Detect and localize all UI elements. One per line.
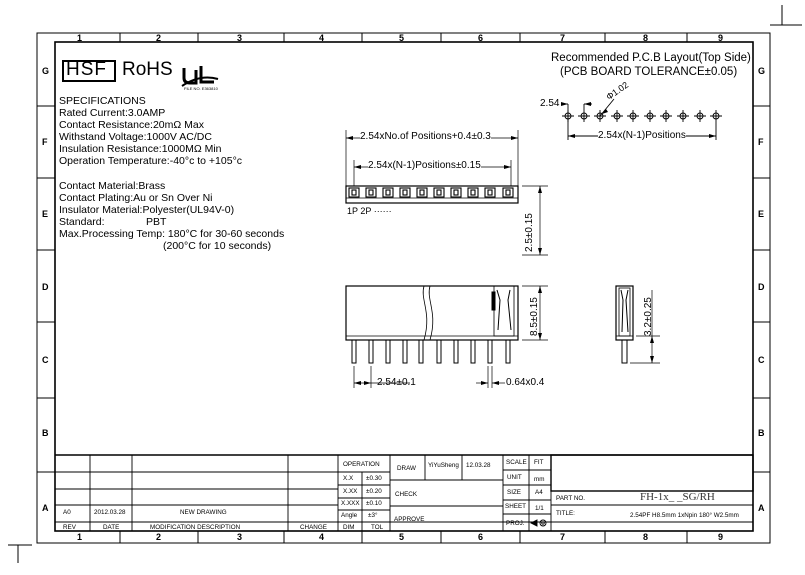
tb-proj: PROJ. xyxy=(506,520,525,527)
row-label: E xyxy=(42,209,49,219)
tb-size: SIZE xyxy=(507,489,521,496)
col-label: 7 xyxy=(560,532,566,542)
dim-pin-size: 0.64x0.4 xyxy=(506,377,545,388)
col-label: 8 xyxy=(643,532,649,542)
tb-scale: SCALE xyxy=(506,459,527,466)
tb-hdr-rev: REV xyxy=(63,524,76,531)
tb-check: CHECK xyxy=(395,491,418,498)
row-label: E xyxy=(758,209,765,219)
tb-scale-val: FIT xyxy=(534,459,544,466)
tb-sheet: SHEET xyxy=(505,503,526,510)
connector-side-view xyxy=(346,286,548,388)
col-label: 9 xyxy=(718,532,724,542)
tb-rev-date: 2012.03.28 xyxy=(94,509,126,516)
row-label: F xyxy=(42,137,48,147)
col-label: 4 xyxy=(319,532,325,542)
spec-line: Withstand Voltage:1000V AC/DC xyxy=(59,131,212,143)
row-label: B xyxy=(758,428,765,438)
pcb-tolerance: (PCB BOARD TOLERANCE±0.05) xyxy=(560,66,738,78)
ul-file-no: FILE NO. E363810 xyxy=(184,86,218,91)
spec-standard-value: PBT xyxy=(146,216,167,228)
row-label: B xyxy=(42,428,49,438)
col-label: 3 xyxy=(237,532,243,542)
tb-unit-val: mm xyxy=(534,476,545,483)
row-label: C xyxy=(42,355,49,365)
tb-dim: X.XXX xyxy=(341,500,360,507)
tb-hdr-change: CHANGE xyxy=(300,524,327,531)
col-label: 1 xyxy=(77,532,83,542)
tb-operation: OPERATION xyxy=(343,461,380,468)
spec-line: Contact Material:Brass xyxy=(59,180,166,192)
dim-pcb-positions: 2.54x(N-1)Positions xyxy=(598,130,686,141)
tb-title-label: TITLE: xyxy=(556,510,575,517)
tb-unit: UNIT xyxy=(507,474,522,481)
spec-line: Rated Current:3.0AMP xyxy=(59,107,166,119)
ul-logo xyxy=(182,66,218,86)
tb-rev-desc: NEW DRAWING xyxy=(180,509,227,516)
dim-pcb-pitch: 2.54 xyxy=(540,98,560,109)
tb-dim: Angle xyxy=(341,512,358,519)
specs-heading: SPECIFICATIONS xyxy=(59,95,146,107)
tb-tol: ±3° xyxy=(368,512,378,519)
tb-part-no: FH-1x_ _SG/RH xyxy=(640,491,715,503)
tb-dim-hdr: DIM xyxy=(343,524,355,531)
projection-symbol xyxy=(531,520,546,526)
dim-height-top: 2.5±0.15 xyxy=(524,213,535,252)
col-label: 2 xyxy=(156,33,162,43)
col-label: 9 xyxy=(718,33,724,43)
col-label: 1 xyxy=(77,33,83,43)
pin-labels: 1P 2P ······ xyxy=(347,206,392,216)
dim-body-height: 8.5±0.15 xyxy=(529,297,540,336)
row-label: G xyxy=(758,66,766,76)
rohs-logo: RoHS xyxy=(122,59,173,80)
row-label: A xyxy=(42,503,49,513)
col-label: 6 xyxy=(478,532,484,542)
spec-line: Insulator Material:Polyester(UL94V-0) xyxy=(59,204,235,216)
tb-size-val: A4 xyxy=(535,489,543,496)
spec-line: Contact Resistance:20mΩ Max xyxy=(59,119,204,131)
dim-overall: 2.54xNo.of Positions+0.4±0.3 xyxy=(360,131,491,142)
dim-positions: 2.54x(N-1)Positions±0.15 xyxy=(368,160,481,171)
tb-part-no-label: PART NO. xyxy=(556,495,586,502)
row-label: D xyxy=(42,282,49,292)
row-label: G xyxy=(42,66,50,76)
dim-pcb-hole: Φ1.02 xyxy=(604,79,631,102)
hsf-logo: HSF xyxy=(66,59,107,80)
row-label: C xyxy=(758,355,765,365)
tb-draw: DRAW xyxy=(397,465,417,472)
connector-top-view xyxy=(346,130,548,255)
tb-dim: X.X xyxy=(343,475,354,482)
col-label: 3 xyxy=(237,33,243,43)
tb-sheet-val: 1/1 xyxy=(535,505,544,512)
spec-processing: Max.Processing Temp: 180°C for 30-60 seconds xyxy=(59,228,285,240)
row-label: F xyxy=(758,137,764,147)
tb-tol: ±0.10 xyxy=(366,500,382,507)
tb-hdr-date: DATE xyxy=(103,524,120,531)
dim-side-height: 3.2±0.25 xyxy=(643,297,654,336)
spec-standard-label: Standard: xyxy=(59,216,105,228)
tb-title: 2.54PF H8.5mm 1xNpin 180° W2.5mm xyxy=(630,512,739,519)
col-label: 8 xyxy=(643,33,649,43)
tb-tol-hdr: TOL xyxy=(371,524,384,531)
spec-processing-2: (200°C for 10 seconds) xyxy=(163,240,272,252)
tb-tol: ±0.30 xyxy=(366,475,382,482)
dim-pitch: 2.54±0.1 xyxy=(377,377,416,388)
spec-line: Contact Plating:Au or Sn Over Ni xyxy=(59,192,213,204)
col-label: 5 xyxy=(399,33,405,43)
spec-line: Operation Temperature:-40°c to +105°c xyxy=(59,155,243,167)
col-label: 4 xyxy=(319,33,325,43)
tb-hdr-desc: MODIFICATION DESCRIPTION xyxy=(150,524,241,531)
row-label: A xyxy=(758,503,765,513)
tb-dim: X.XX xyxy=(343,488,358,495)
tb-draw-date: 12.03.28 xyxy=(466,462,491,469)
row-label: D xyxy=(758,282,765,292)
col-label: 7 xyxy=(560,33,566,43)
col-label: 6 xyxy=(478,33,484,43)
pcb-layout-title: Recommended P.C.B Layout(Top Side) xyxy=(551,52,751,64)
tb-approve: APPROVE xyxy=(394,516,425,523)
tb-drawer: YiYuSheng xyxy=(428,462,459,469)
spec-line: Insulation Resistance:1000MΩ Min xyxy=(59,143,222,155)
tb-rev: A0 xyxy=(63,509,71,516)
tb-tol: ±0.20 xyxy=(366,488,382,495)
col-label: 2 xyxy=(156,532,162,542)
col-label: 5 xyxy=(399,532,405,542)
